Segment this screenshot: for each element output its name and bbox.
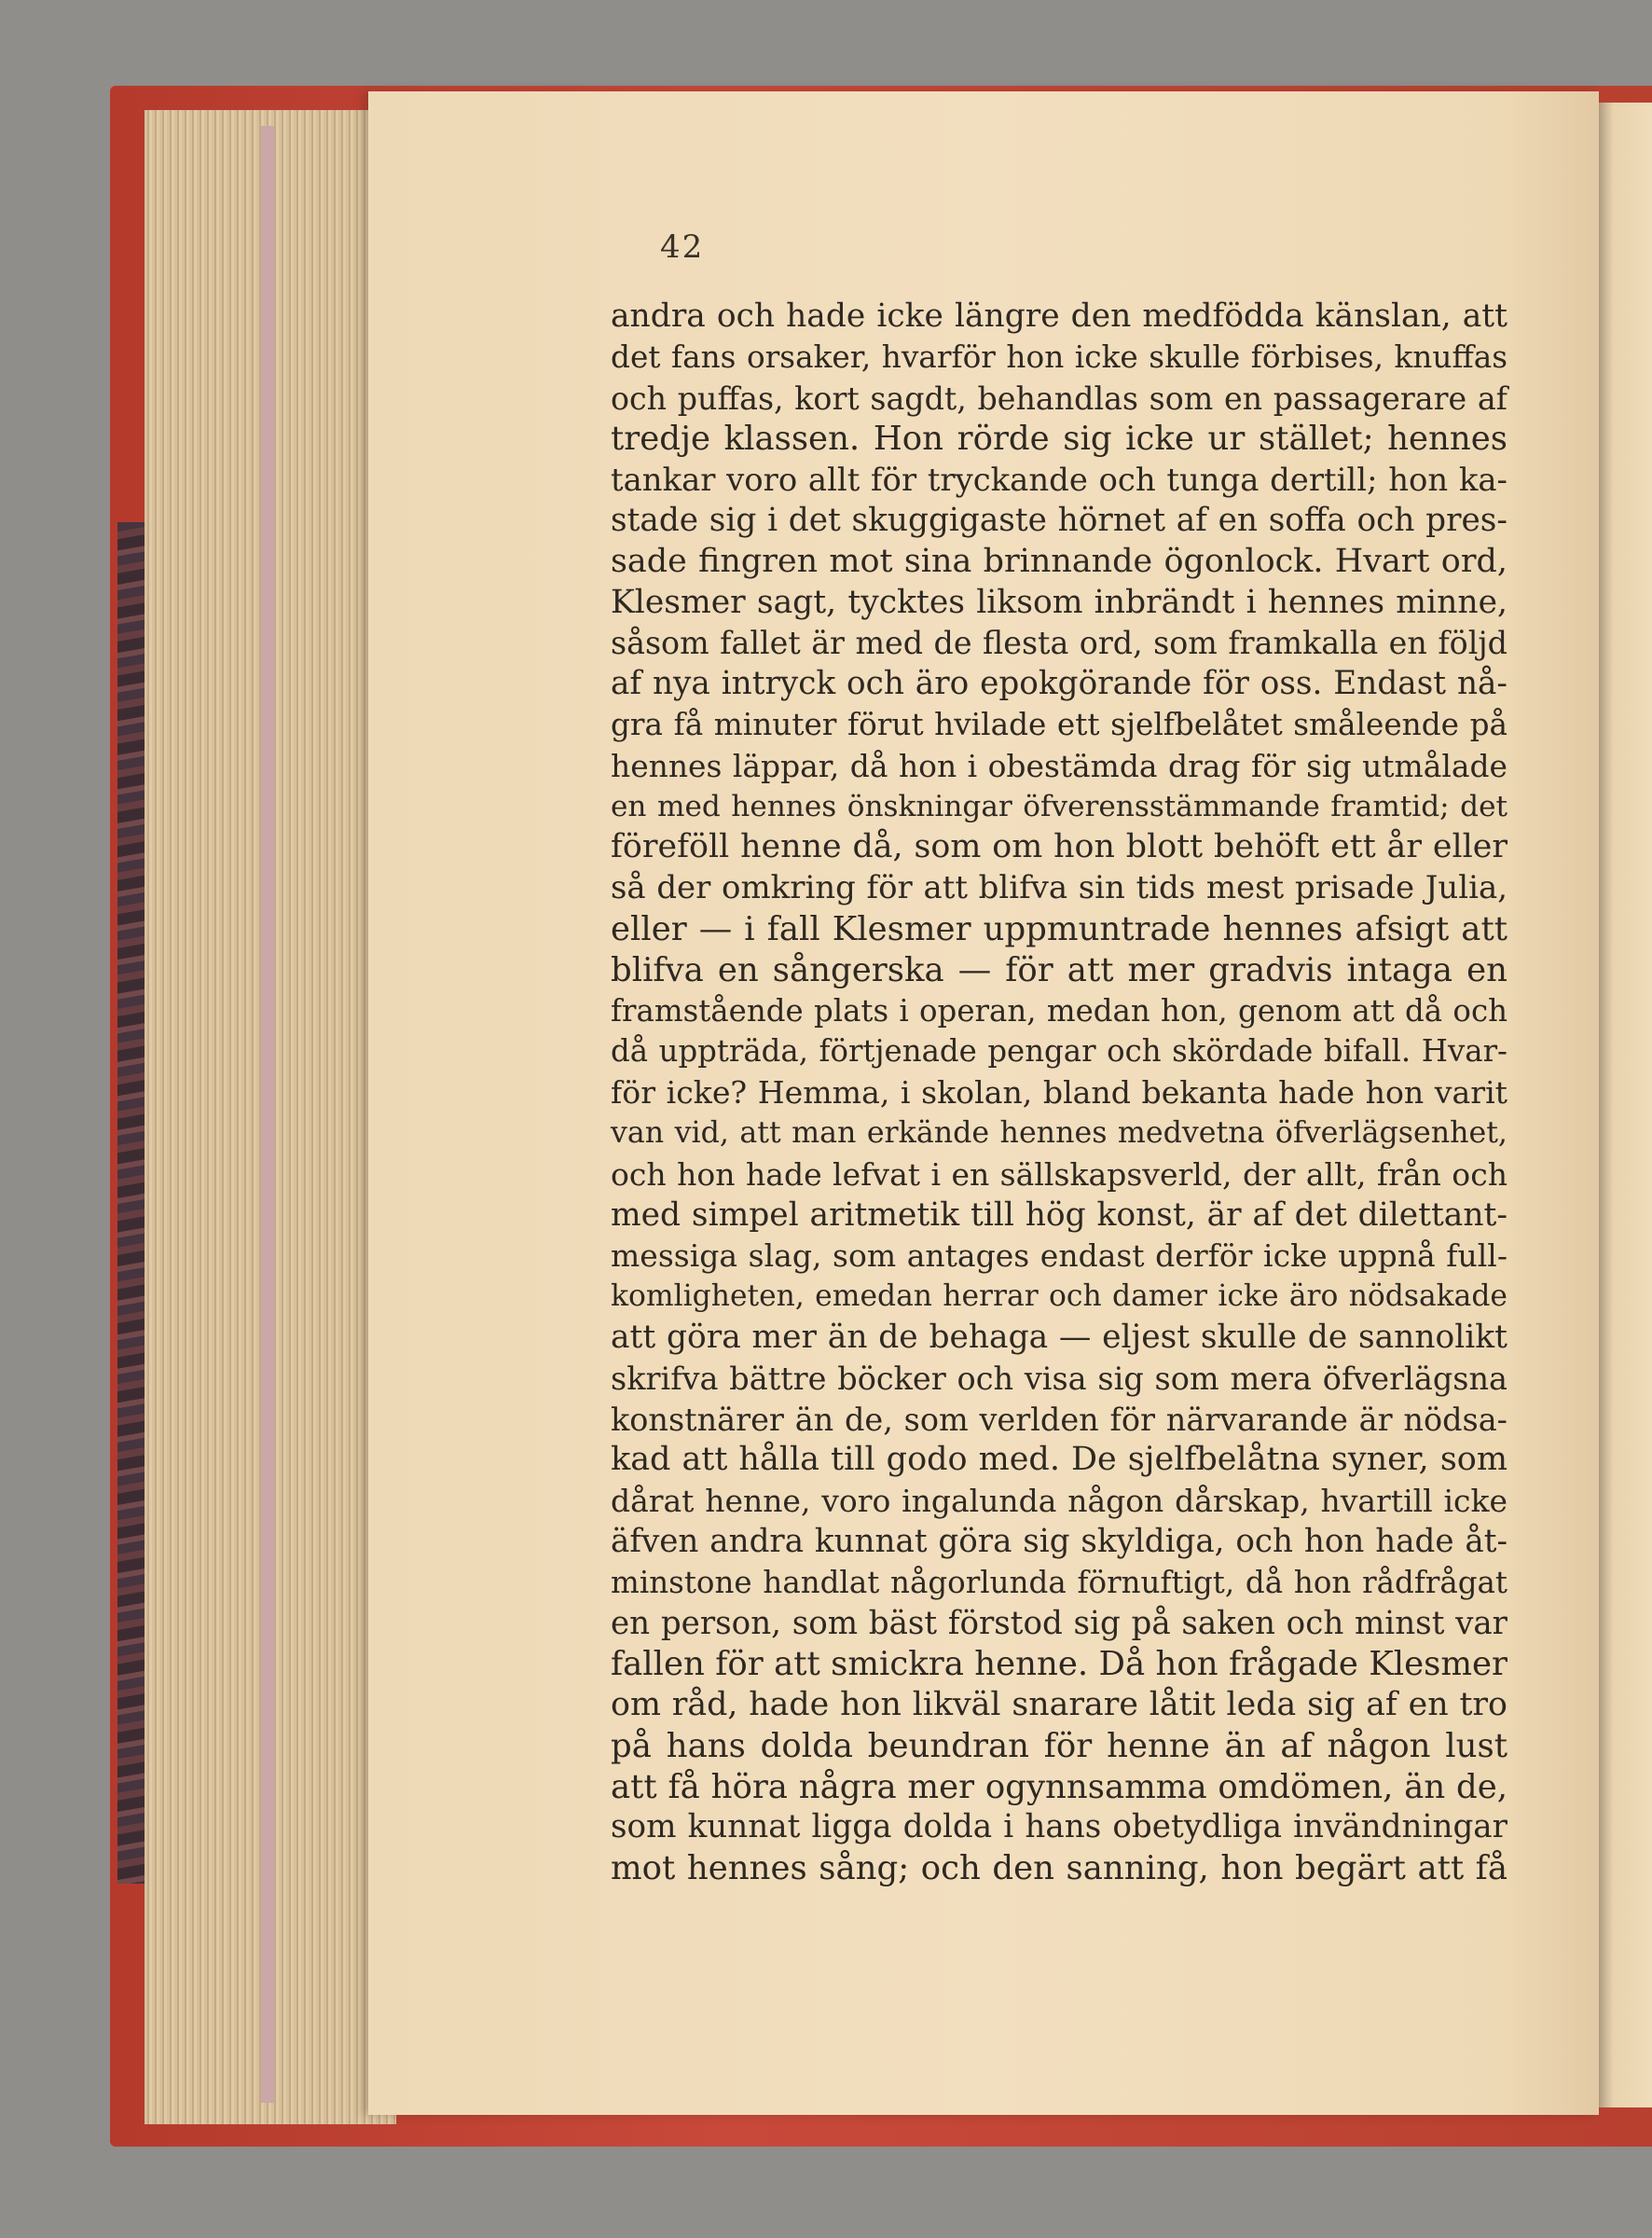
text-line: en med hennes önskningar öfverensstämmande framtid; det [611,789,1507,823]
text-line: för icke? Hemma, i skolan, bland bekanta hade hon varit [611,1074,1507,1112]
text-line: på hans dolda beundran för henne än af någon lust [611,1726,1507,1765]
text-line: eller — i fall Klesmer uppmuntrade hennes afsigt att [611,909,1507,948]
text-line: minstone handlat någorlunda förnuftigt, då hon rådfrågat [611,1564,1507,1600]
text-line: och puffas, kort sagdt, behandlas som en passagerare af [611,380,1507,417]
text-line: föreföll henne då, som om hon blott behöft ett år eller [611,828,1507,866]
text-line: Klesmer sagt, tycktes liksom inbrändt i hennes minne, [611,583,1507,621]
text-line: andra och hade icke längre den medfödda känslan, att [611,297,1507,335]
text-line: fallen för att smickra henne. Då hon frågade Klesmer [611,1645,1507,1684]
text-line: såsom fallet är med de flesta ord, som framkalla en följd [611,625,1507,662]
text-line: med simpel aritmetik till hög konst, är af det dilettant- [611,1195,1507,1234]
text-line: att göra mer än de behaga — eljest skulle de sannolikt [611,1318,1507,1356]
body-text [611,297,1507,1889]
text-line: skrifva bättre böcker och visa sig som mera öfverlägsna [611,1360,1507,1397]
text-line: af nya intryck och äro epokgörande för oss. Endast nå- [611,665,1507,703]
text-line: stade sig i det skuggigaste hörnet af en soffa och pres- [611,501,1507,539]
text-line: gra få minuter förut hvilade ett sjelfbelåtet småleende på [611,706,1507,742]
text-line: som kunnat ligga dolda i hans obetydliga invändningar [611,1808,1507,1846]
page-number: 42 [660,228,705,266]
text-line: om råd, hade hon likväl snarare låtit leda sig af en tro [611,1686,1507,1724]
text-line: tredje klassen. Hon rörde sig icke ur stället; hennes [611,420,1507,459]
page-edge-tint [261,126,274,2103]
text-line: en person, som bäst förstod sig på saken och minst var [611,1604,1507,1642]
text-line: äfven andra kunnat göra sig skyldiga, och hon hade åt- [611,1522,1507,1560]
text-line: konstnärer än de, som verlden för närvarande är nödsa- [611,1401,1507,1438]
text-line: att få höra några mer ogynnsamma omdömen, än de, [611,1767,1507,1806]
text-line: sade fingren mot sina brinnande ögonlock. Hvart ord, [611,542,1507,580]
text-line: då uppträda, förtjenade pengar och skördade bifall. Hvar- [611,1033,1507,1070]
text-line: framstående plats i operan, medan hon, genom att då och [611,992,1507,1029]
text-line: blifva en sångerska — för att mer gradvis intaga en [611,950,1507,989]
text-line: komligheten, emedan herrar och damer icke äro nödsakade [611,1279,1507,1314]
text-line: messiga slag, som antages endast derför icke uppnå full- [611,1237,1507,1275]
text-line: kad att hålla till godo med. De sjelfbelåtna syner, som [611,1441,1507,1479]
text-line: det fans orsaker, hvarför hon icke skulle förbises, knuffas [611,338,1507,375]
text-line: dårat henne, voro ingalunda någon dårskap, hvartill icke [611,1483,1507,1520]
text-line: van vid, att man erkände hennes medvetna öfverlägsenhet, [611,1115,1507,1150]
text-line: tankar voro allt för tryckande och tunga dertill; hon ka- [611,462,1507,499]
text-line: så der omkring för att blifva sin tids mest prisade Julia, [611,869,1507,907]
facing-page-edge [1592,103,1652,2107]
text-line: mot hennes sång; och den sanning, hon begärt att få [611,1849,1507,1888]
text-line: och hon hade lefvat i en sällskapsverld, der allt, från och [611,1155,1507,1193]
text-line: hennes läppar, då hon i obestämda drag för sig utmålade [611,747,1507,784]
